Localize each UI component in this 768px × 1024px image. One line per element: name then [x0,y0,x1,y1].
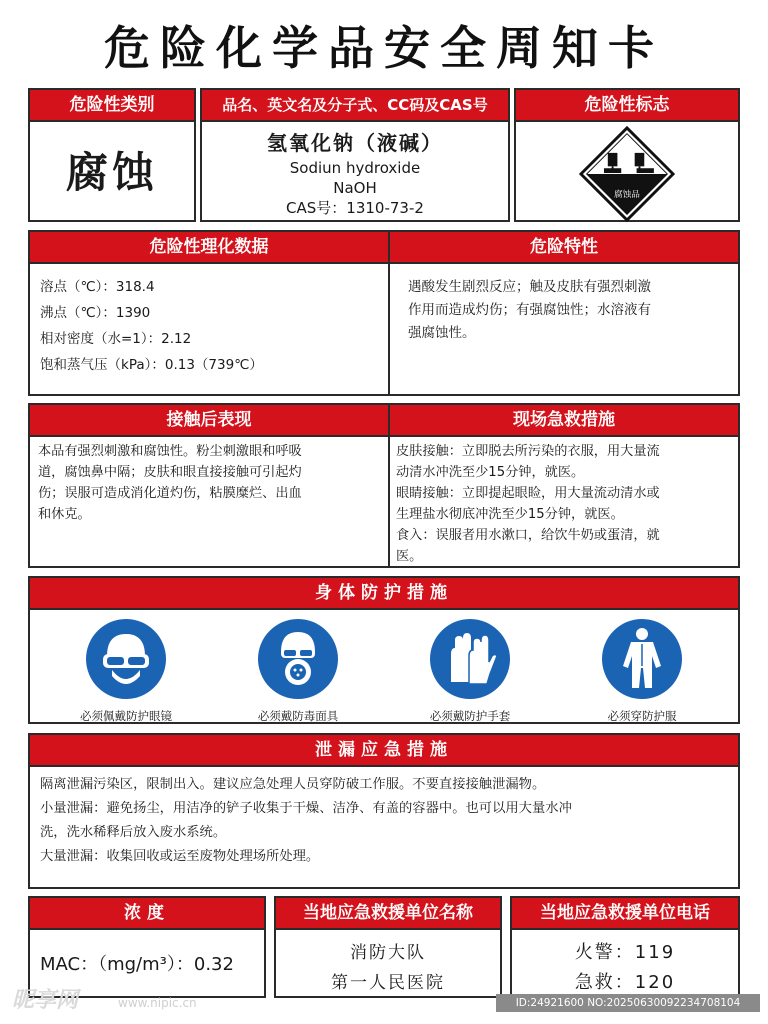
product-formula: NaOH [333,179,377,197]
product-cas: CAS号：1310-73-2 [286,199,424,217]
product-box [200,88,510,222]
symptoms-line: 和休克。 [38,507,91,522]
rescue-phone-line: 急救：120 [574,972,676,993]
leak-line: 洗，洗水稀释后放入废水系统。 [40,825,227,840]
ppe-item-gas-mask [223,618,373,724]
ppe-label: 必须佩戴防护眼镜 [80,709,172,723]
leak-line: 大量泄漏：收集回收或运至废物处理场所处理。 [40,849,320,864]
first-aid-line: 食入：误服者用水漱口，给饮牛奶或蛋清，就 [396,528,660,543]
physchem-line: 溶点（℃）：318.4 [40,279,155,295]
first-aid-line: 皮肤接触：立即脱去所污染的衣服，用大量流 [396,444,660,459]
leak-header: 泄漏应急措施 [30,735,738,767]
rescue-unit-line: 第一人民医院 [331,973,445,993]
physchem-line: 沸点（℃）：1390 [40,305,151,321]
symptoms-firstaid-box [28,403,740,568]
symptoms-line: 本品有强烈刺激和腐蚀性。粉尘刺激眼和呼吸 [38,444,302,459]
protective-suit-icon [601,618,683,700]
physchem-hazard-box [28,230,740,396]
watermark-url: www.nipic.cn [118,996,197,1010]
ppe-header: 身体防护措施 [30,578,738,610]
physchem-line: 相对密度（水=1）：2.12 [40,331,192,347]
hazard-sign-label: 腐蚀品 [614,190,640,201]
product-cn-name: 氢氧化钠（液碱） [267,131,443,155]
watermark-brand: 昵享网 [12,988,79,1013]
leak-box [28,733,740,889]
first-aid-line: 生理盐水彻底冲洗至少15分钟，就医。 [396,507,624,522]
first-aid-header: 现场急救措施 [390,405,738,437]
rescue-unit-header: 当地应急救援单位名称 [276,898,500,930]
leak-line: 隔离泄漏污染区，限制出入。建议应急处理人员穿防破工作服。不要直接接触泄漏物。 [40,777,546,792]
hazard-sign-header: 危险性标志 [516,90,738,122]
physchem-line: 饱和蒸气压（kPa）：0.13（739℃） [40,357,263,373]
ppe-box [28,576,740,724]
gloves-icon [429,618,511,700]
hazard-category-box [28,88,196,222]
corrosive-diamond-icon [579,126,675,222]
page-title: 危险化学品安全周知卡 [104,21,664,75]
symptoms-line: 伤；误服可造成消化道灼伤，粘膜糜烂、出血 [38,486,302,501]
gas-mask-icon [257,618,339,700]
ppe-label: 必须戴防护手套 [429,709,511,723]
product-en-name: Sodiun hydroxide [289,159,421,177]
ppe-label: 必须穿防护服 [607,709,677,723]
hazard-props-line: 强腐蚀性。 [408,325,476,341]
first-aid-line: 动清水冲洗至少15分钟，就医。 [396,465,585,480]
symptoms-line: 道，腐蚀鼻中隔；皮肤和眼直接接触可引起灼 [38,465,302,480]
rescue-unit-box [274,896,502,998]
first-aid-line: 医。 [396,549,423,564]
rescue-phone-line: 火警：119 [574,942,676,963]
ppe-item-goggles [51,618,201,724]
watermark-id: ID:24921600 NO:20250630092234708104 [496,994,760,1012]
leak-line: 小量泄漏：避免扬尘，用洁净的铲子收集于干燥、洁净、有盖的容器中。也可以用大量水冲 [40,801,572,816]
ppe-item-gloves [395,618,545,724]
hazard-category-header: 危险性类别 [30,90,194,122]
concentration-value: MAC：（mg/m³）：0.32 [40,954,234,975]
hazard-sign-box [514,88,740,222]
goggles-icon [85,618,167,700]
ppe-item-suit [567,618,717,724]
concentration-header: 浓度 [30,898,264,930]
hazard-category-value: 腐蚀 [65,148,158,197]
ppe-label: 必须戴防毒面具 [257,709,339,723]
hazard-props-header: 危险特性 [390,232,738,264]
rescue-unit-line: 消防大队 [350,943,426,963]
physchem-header: 危险性理化数据 [30,232,390,264]
hazard-props-line: 遇酸发生剧烈反应；触及皮肤有强烈刺激 [408,279,651,295]
product-header: 品名、英文名及分子式、CC码及CAS号 [202,90,508,122]
rescue-phone-header: 当地应急救援单位电话 [512,898,738,930]
hazard-props-line: 作用而造成灼伤；有强腐蚀性；水溶液有 [408,302,651,318]
symptoms-header: 接触后表现 [30,405,390,437]
first-aid-line: 眼睛接触：立即提起眼睑，用大量流动清水或 [396,486,660,501]
rescue-phone-box [510,896,740,998]
